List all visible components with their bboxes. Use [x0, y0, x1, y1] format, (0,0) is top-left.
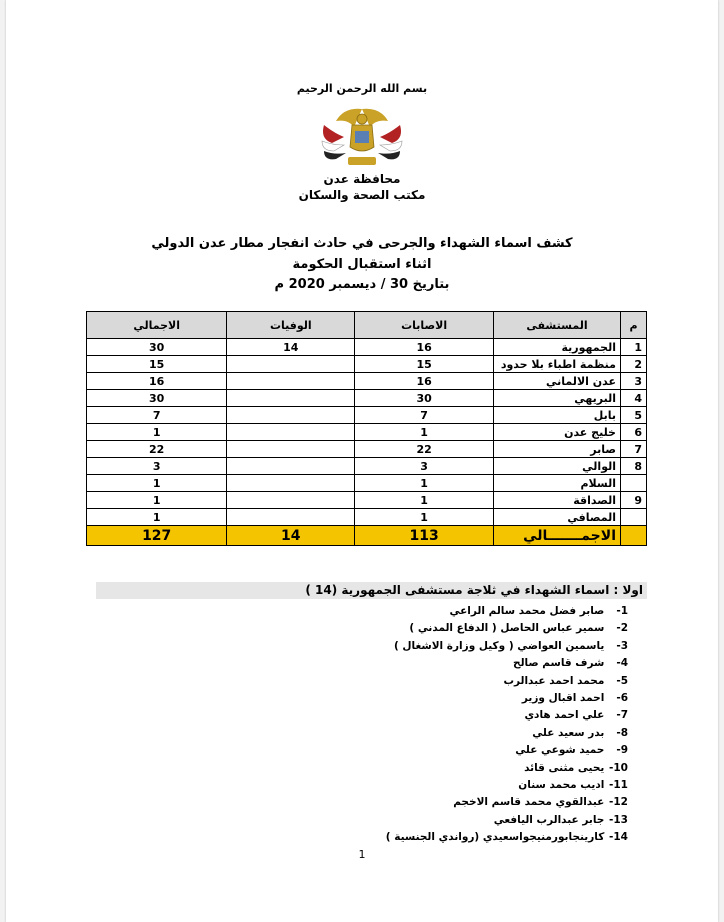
list-item-number: 7- [616, 709, 628, 722]
row-hospital: خليج عدن [494, 424, 621, 441]
row-deaths [227, 492, 355, 509]
row-number: 6 [621, 424, 647, 441]
list-item-number: 9- [616, 744, 628, 757]
table-row [87, 441, 647, 458]
table-row [87, 356, 647, 373]
row-total: 16 [87, 373, 227, 390]
list-item-number: 4- [616, 657, 628, 670]
row-injuries: 1 [355, 509, 494, 526]
table-row [87, 424, 647, 441]
list-item-name: يحيى مثنى قائد [524, 761, 605, 774]
list-item [306, 777, 628, 794]
row-total: 30 [87, 339, 227, 356]
list-item-name: حميد شوعي علي [515, 744, 605, 757]
basmala: بسم الله الرحمن الرحيم [296, 82, 428, 95]
list-item [306, 673, 628, 690]
table-row [87, 475, 647, 492]
document-title: كشف اسماء الشهداء والجرحى في حادث انفجار مطار عدن الدولي [151, 236, 573, 251]
list-item [306, 655, 628, 672]
row-injuries: 16 [355, 373, 494, 390]
row-number: 7 [621, 441, 647, 458]
list-item-name: ياسمين العواضي ( وكيل وزارة الاشغال ) [393, 639, 605, 652]
list-item-name: عبدالقوي محمد قاسم الاخجم [453, 796, 605, 809]
row-total: 1 [87, 424, 227, 441]
header-injuries: الاصابات [355, 312, 494, 339]
row-total: 30 [87, 390, 227, 407]
row-total: 1 [87, 475, 227, 492]
list-item [306, 707, 628, 724]
header-hospital: المستشفى [494, 312, 621, 339]
row-deaths [227, 475, 355, 492]
row-hospital: صابر [494, 441, 621, 458]
table-row [87, 373, 647, 390]
header-total: الاجمالي [87, 312, 227, 339]
list-item [306, 603, 628, 620]
total-row [87, 526, 647, 546]
row-hospital: الوالي [494, 458, 621, 475]
row-hospital: الصداقة [494, 492, 621, 509]
list-item-name: علي احمد هادي [524, 709, 605, 722]
document-subtitle: اثناء استقبال الحكومة [292, 257, 432, 272]
row-number: 9 [621, 492, 647, 509]
total-label: الاجمـــــــالي [494, 526, 621, 546]
row-hospital: منظمة اطباء بلا حدود [494, 356, 621, 373]
list-item-number: 12- [609, 796, 628, 809]
table-row [87, 390, 647, 407]
list-item-name: اديب محمد سنان [518, 778, 605, 791]
list-item-name: شرف قاسم صالح [513, 657, 605, 670]
document-page [6, 0, 718, 922]
row-injuries: 1 [355, 475, 494, 492]
row-number: 1 [621, 339, 647, 356]
row-hospital: الجمهورية [494, 339, 621, 356]
row-number [621, 475, 647, 492]
row-hospital: بابل [494, 407, 621, 424]
row-total: 15 [87, 356, 227, 373]
row-hospital: السلام [494, 475, 621, 492]
row-number: 8 [621, 458, 647, 475]
row-deaths [227, 424, 355, 441]
row-deaths [227, 390, 355, 407]
list-item-number: 2- [616, 622, 628, 635]
list-item-name: محمد احمد عبدالرب [503, 674, 605, 687]
list-item [306, 829, 628, 846]
row-injuries: 15 [355, 356, 494, 373]
row-injuries: 3 [355, 458, 494, 475]
list-item-number: 1- [616, 605, 628, 617]
row-hospital: البريهي [494, 390, 621, 407]
list-item-number: 5- [616, 674, 628, 687]
table-row [87, 458, 647, 475]
table-row [87, 407, 647, 424]
row-deaths [227, 441, 355, 458]
row-number: 2 [621, 356, 647, 373]
list-item [306, 690, 628, 707]
row-hospital: عدن الالماني [494, 373, 621, 390]
row-injuries: 1 [355, 424, 494, 441]
table-header-row [87, 312, 647, 339]
total-injuries: 113 [355, 526, 494, 546]
list-item [306, 725, 628, 742]
names-list [306, 603, 628, 846]
row-deaths: 14 [227, 339, 355, 356]
document-date: بتاريخ 30 / ديسمبر 2020 م [274, 277, 450, 292]
row-total: 3 [87, 458, 227, 475]
row-number: 3 [621, 373, 647, 390]
list-item [306, 742, 628, 759]
list-item-name: جابر عبدالرب اليافعي [493, 813, 605, 826]
list-item-number: 8- [616, 726, 628, 739]
row-deaths [227, 458, 355, 475]
row-hospital: المصافي [494, 509, 621, 526]
row-number: 4 [621, 390, 647, 407]
header-number: م [621, 312, 647, 339]
row-total: 1 [87, 492, 227, 509]
row-number: 5 [621, 407, 647, 424]
list-item-name: احمد اقبال وزير [521, 691, 605, 704]
office-name: مكتب الصحة والسكان [298, 188, 426, 202]
row-deaths [227, 373, 355, 390]
total-deaths: 14 [227, 526, 355, 546]
page-number: 1 [358, 848, 366, 861]
casualties-table [86, 311, 647, 546]
list-item-number: 3- [616, 639, 628, 652]
row-injuries: 30 [355, 390, 494, 407]
table-row [87, 339, 647, 356]
row-number [621, 509, 647, 526]
row-deaths [227, 356, 355, 373]
list-item-number: 6- [616, 691, 628, 704]
list-item-number: 11- [609, 778, 628, 791]
list-item-name: صابر فضل محمد سالم الراعي [449, 605, 605, 617]
list-item [306, 620, 628, 637]
row-total: 22 [87, 441, 227, 458]
list-item-name: بدر سعيد علي [532, 726, 605, 739]
list-item-number: 10- [609, 761, 628, 774]
row-injuries: 22 [355, 441, 494, 458]
list-item-number: 13- [609, 813, 628, 826]
row-total: 1 [87, 509, 227, 526]
row-injuries: 7 [355, 407, 494, 424]
row-deaths [227, 407, 355, 424]
list-item [306, 812, 628, 829]
list-item [306, 760, 628, 777]
header-deaths: الوفيات [227, 312, 355, 339]
table-row [87, 492, 647, 509]
grand-total: 127 [87, 526, 227, 546]
table-row [87, 509, 647, 526]
row-total: 7 [87, 407, 227, 424]
governorate-name: محافظة عدن [323, 172, 401, 186]
section-title: اولا : اسماء الشهداء في ثلاجة مستشفى الجمهورية (14 ) [96, 582, 647, 599]
row-injuries: 1 [355, 492, 494, 509]
total-number-cell [621, 526, 647, 546]
list-item-name: سمير عباس الحاصل ( الدفاع المدني ) [409, 622, 605, 635]
list-item [306, 794, 628, 811]
row-injuries: 16 [355, 339, 494, 356]
yemen-emblem-icon [314, 103, 410, 171]
list-item-name: كارينجابورمنيجواسعيدي (رواندي الجنسية ) [385, 831, 605, 844]
list-item [306, 638, 628, 655]
list-item-number: 14- [609, 831, 628, 844]
row-deaths [227, 509, 355, 526]
